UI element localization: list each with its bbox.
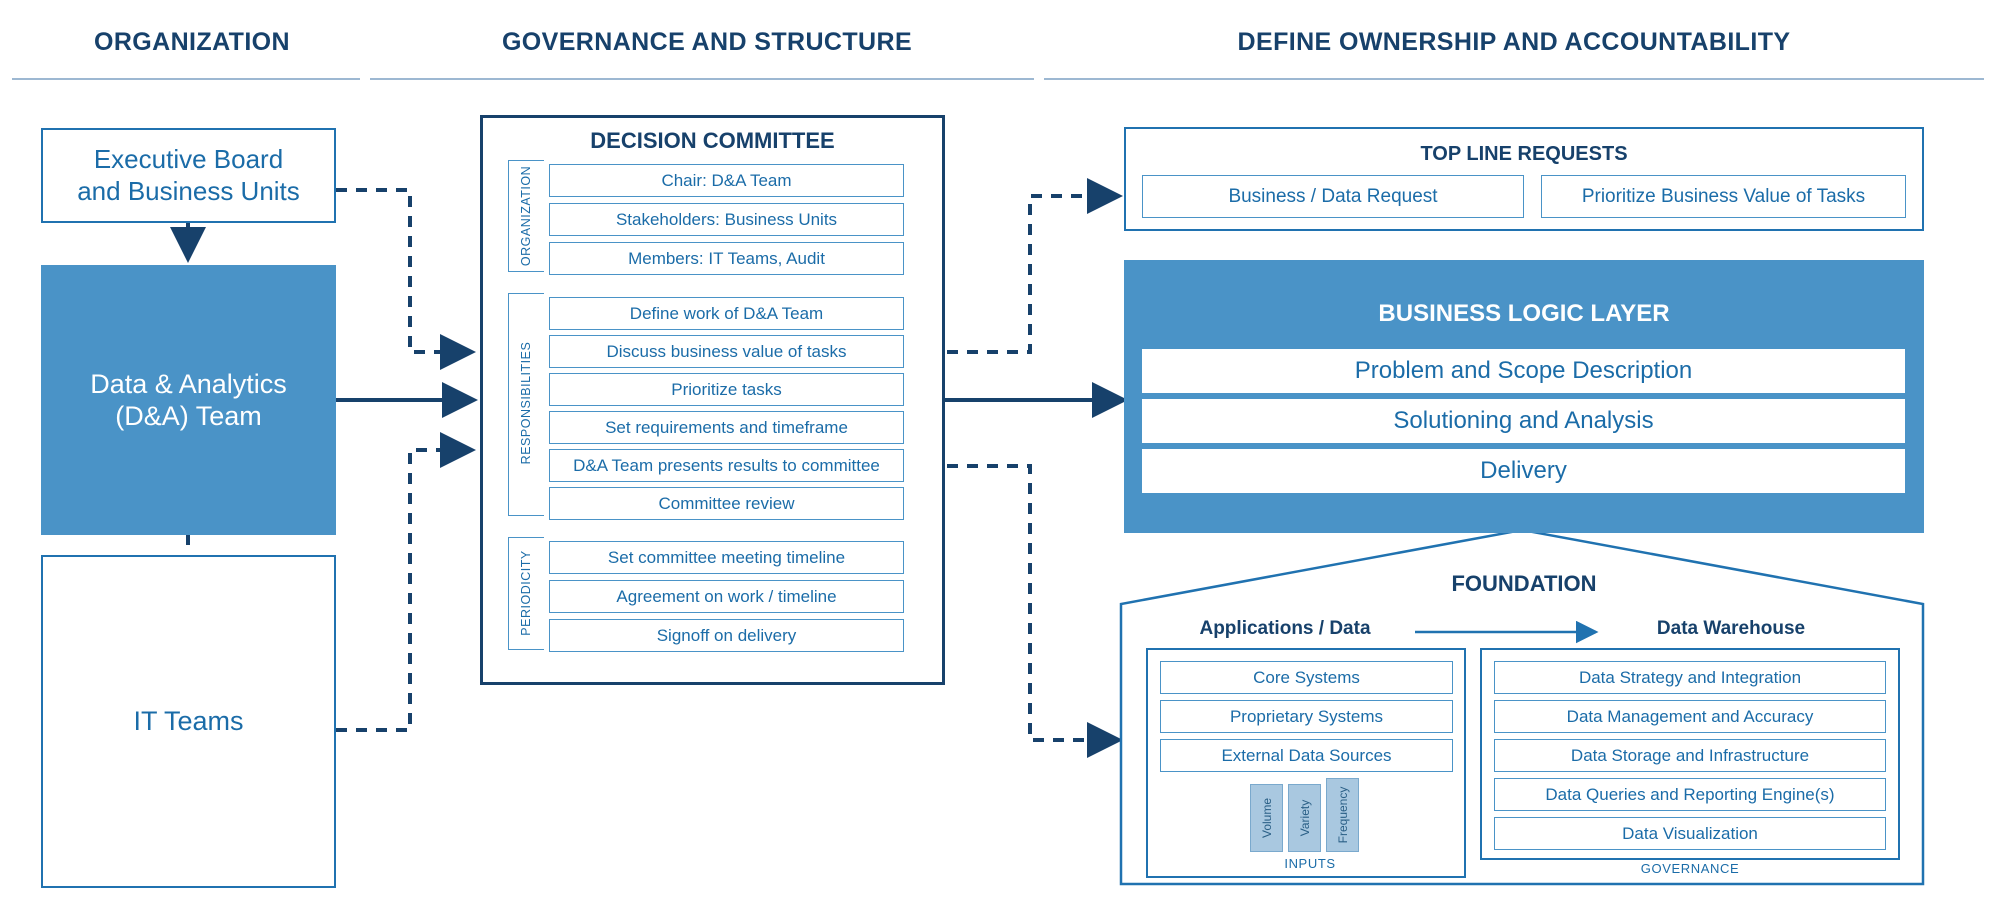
group-label-responsibilities: RESPONSIBILITIES bbox=[519, 341, 533, 465]
group-label-organization: ORGANIZATION bbox=[519, 165, 533, 267]
foundation-right-heading: Data Warehouse bbox=[1656, 618, 1806, 639]
foundation-left-item-external[interactable]: External Data Sources bbox=[1160, 739, 1453, 772]
section-title-governance: GOVERNANCE AND STRUCTURE bbox=[501, 28, 913, 56]
foundation-inputs-caption: INPUTS bbox=[1284, 856, 1336, 871]
executive-board-box[interactable] bbox=[41, 128, 336, 223]
committee-item-signoff[interactable]: Signoff on delivery bbox=[549, 619, 904, 652]
input-chevron-variety-label: Variety bbox=[1297, 799, 1312, 837]
business-logic-item-delivery[interactable]: Delivery bbox=[1141, 448, 1906, 494]
da-team-box[interactable] bbox=[41, 265, 336, 535]
foundation-title: FOUNDATION bbox=[1451, 571, 1597, 596]
decision-committee-title: DECISION COMMITTEE bbox=[590, 128, 835, 153]
committee-item-meeting-timeline[interactable]: Set committee meeting timeline bbox=[549, 541, 904, 574]
foundation-right-item-strategy[interactable]: Data Strategy and Integration bbox=[1494, 661, 1886, 694]
input-chevron-variety bbox=[1288, 784, 1321, 852]
top-line-requests-title: TOP LINE REQUESTS bbox=[1420, 143, 1628, 165]
top-line-request-prioritize-value[interactable]: Prioritize Business Value of Tasks bbox=[1541, 175, 1906, 218]
foundation-right-item-management[interactable]: Data Management and Accuracy bbox=[1494, 700, 1886, 733]
da-team-label-line1: Data & Analytics bbox=[90, 368, 287, 399]
executive-board-label-line2: and Business Units bbox=[77, 175, 300, 206]
committee-item-discuss-value[interactable]: Discuss business value of tasks bbox=[549, 335, 904, 368]
committee-item-agreement[interactable]: Agreement on work / timeline bbox=[549, 580, 904, 613]
committee-item-stakeholders[interactable]: Stakeholders: Business Units bbox=[549, 203, 904, 236]
input-chevron-volume bbox=[1250, 784, 1283, 852]
committee-item-present-results[interactable]: D&A Team presents results to committee bbox=[549, 449, 904, 482]
input-chevron-frequency bbox=[1326, 778, 1359, 852]
top-line-request-business-data[interactable]: Business / Data Request bbox=[1142, 175, 1524, 218]
committee-item-prioritize[interactable]: Prioritize tasks bbox=[549, 373, 904, 406]
foundation-left-item-proprietary[interactable]: Proprietary Systems bbox=[1160, 700, 1453, 733]
business-logic-layer-title: BUSINESS LOGIC LAYER bbox=[1378, 300, 1670, 327]
section-title-organization: ORGANIZATION bbox=[94, 28, 290, 56]
foundation-right-item-visualization[interactable]: Data Visualization bbox=[1494, 817, 1886, 850]
input-chevron-volume-label: Volume bbox=[1259, 797, 1274, 839]
it-teams-box[interactable] bbox=[41, 555, 336, 888]
business-logic-item-problem-scope[interactable]: Problem and Scope Description bbox=[1141, 348, 1906, 394]
group-label-periodicity: PERIODICITY bbox=[519, 550, 533, 636]
da-team-label-line2: (D&A) Team bbox=[115, 401, 262, 431]
section-rule-ownership bbox=[1044, 78, 1984, 80]
it-teams-label: IT Teams bbox=[133, 706, 244, 737]
executive-board-label-line1: Executive Board bbox=[93, 144, 284, 175]
foundation-left-heading: Applications / Data bbox=[1199, 618, 1371, 639]
section-rule-organization bbox=[12, 78, 360, 80]
committee-item-review[interactable]: Committee review bbox=[549, 487, 904, 520]
foundation-right-item-storage[interactable]: Data Storage and Infrastructure bbox=[1494, 739, 1886, 772]
foundation-right-item-queries[interactable]: Data Queries and Reporting Engine(s) bbox=[1494, 778, 1886, 811]
committee-item-define-work[interactable]: Define work of D&A Team bbox=[549, 297, 904, 330]
committee-item-chair[interactable]: Chair: D&A Team bbox=[549, 164, 904, 197]
committee-item-requirements[interactable]: Set requirements and timeframe bbox=[549, 411, 904, 444]
section-rule-governance bbox=[370, 78, 1034, 80]
input-chevron-frequency-label: Frequency bbox=[1335, 786, 1350, 844]
section-title-ownership: DEFINE OWNERSHIP AND ACCOUNTABILITY bbox=[1237, 28, 1791, 56]
business-logic-item-solutioning[interactable]: Solutioning and Analysis bbox=[1141, 398, 1906, 444]
foundation-left-item-core-systems[interactable]: Core Systems bbox=[1160, 661, 1453, 694]
committee-item-members[interactable]: Members: IT Teams, Audit bbox=[549, 242, 904, 275]
foundation-governance-caption: GOVERNANCE bbox=[1640, 861, 1740, 876]
